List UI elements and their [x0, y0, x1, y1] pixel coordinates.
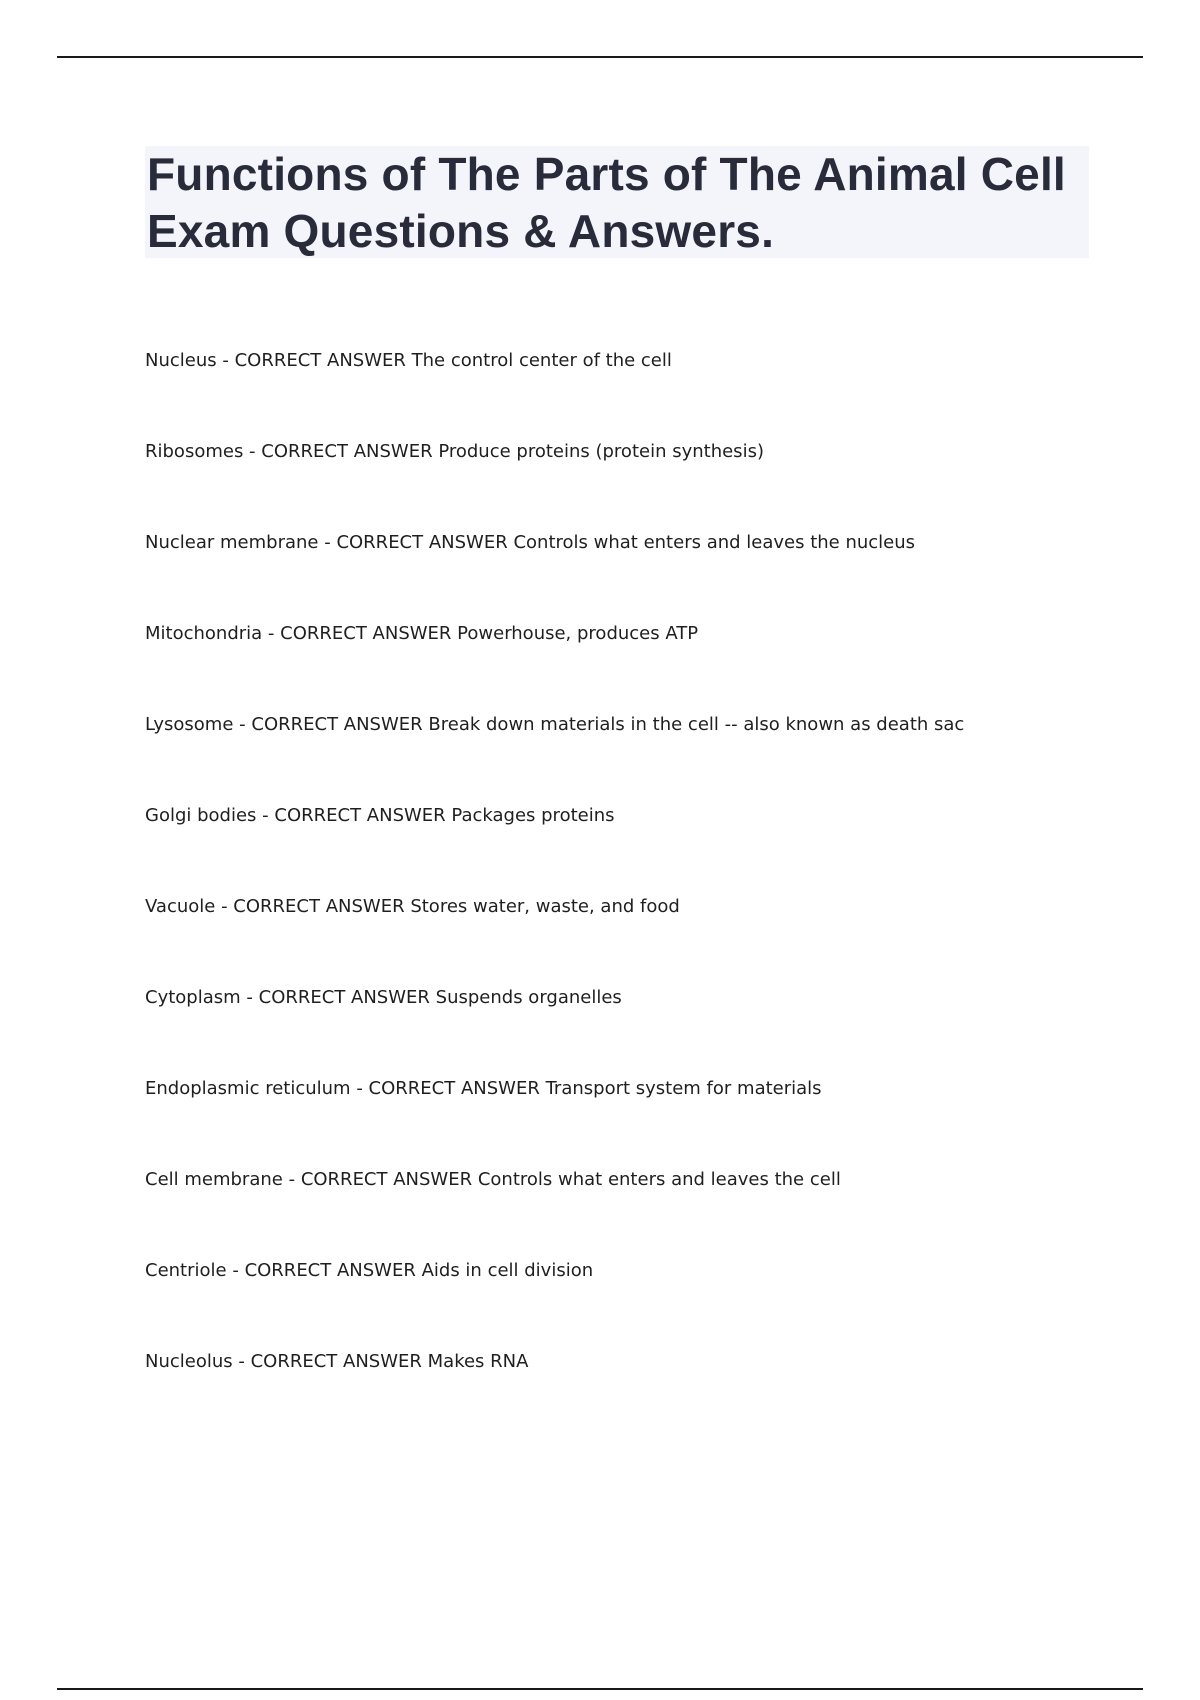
qa-answer: Produce proteins (protein synthesis) — [438, 441, 764, 462]
qa-term: Cell membrane — [145, 1169, 283, 1190]
qa-answer-label: CORRECT ANSWER — [300, 1169, 473, 1190]
qa-item — [145, 346, 1105, 437]
qa-term: Lysosome — [145, 714, 234, 735]
qa-separator: - — [262, 623, 281, 644]
top-divider — [57, 56, 1143, 58]
qa-answer-label: CORRECT ANSWER — [280, 623, 452, 644]
qa-item — [145, 619, 1105, 710]
qa-separator: - — [350, 1078, 369, 1099]
qa-item — [145, 528, 1105, 619]
qa-item — [145, 983, 1105, 1074]
qa-answer-label: CORRECT ANSWER — [336, 532, 508, 553]
qa-answer: Powerhouse, produces ATP — [457, 623, 699, 644]
qa-item — [145, 1165, 1105, 1256]
qa-answer: Controls what enters and leaves the cell — [477, 1169, 841, 1190]
qa-item — [145, 1074, 1105, 1165]
qa-answer-label: CORRECT ANSWER — [251, 714, 423, 735]
qa-term: Cytoplasm — [145, 987, 241, 1008]
qa-term: Nucleolus — [145, 1351, 233, 1372]
qa-term: Centriole — [145, 1260, 227, 1281]
qa-item — [145, 1347, 1105, 1438]
qa-item — [145, 437, 1105, 528]
qa-answer: The control center of the cell — [411, 350, 672, 371]
bottom-divider — [57, 1688, 1143, 1690]
qa-term: Nuclear membrane — [145, 532, 319, 553]
qa-answer: Aids in cell division — [421, 1260, 594, 1281]
qa-answer-label: CORRECT ANSWER — [250, 1351, 422, 1372]
qa-term: Vacuole — [145, 896, 216, 917]
qa-answer: Suspends organelles — [435, 987, 622, 1008]
qa-answer-label: CORRECT ANSWER — [261, 441, 433, 462]
qa-answer-label: CORRECT ANSWER — [244, 1260, 416, 1281]
qa-answer: Transport system for materials — [545, 1078, 822, 1099]
qa-separator: - — [318, 532, 337, 553]
qa-separator: - — [216, 350, 235, 371]
qa-term: Golgi bodies — [145, 805, 257, 826]
qa-answer: Packages proteins — [451, 805, 615, 826]
qa-item — [145, 892, 1105, 983]
qa-answer-label: CORRECT ANSWER — [233, 896, 405, 917]
qa-term: Ribosomes — [145, 441, 244, 462]
page-title: Functions of The Parts of The Animal Cell Exam Questions & Answers. — [147, 148, 1066, 257]
qa-separator: - — [243, 441, 262, 462]
qa-answer: Stores water, waste, and food — [410, 896, 680, 917]
title-block — [145, 146, 1089, 258]
qa-term: Mitochondria — [145, 623, 263, 644]
qa-item — [145, 801, 1105, 892]
qa-separator: - — [256, 805, 275, 826]
qa-separator: - — [215, 896, 234, 917]
qa-item — [145, 1256, 1105, 1347]
qa-separator: - — [233, 714, 252, 735]
qa-answer-label: CORRECT ANSWER — [234, 350, 406, 371]
qa-answer: Controls what enters and leaves the nucleus — [513, 532, 916, 553]
qa-term: Nucleus — [145, 350, 217, 371]
qa-separator: - — [240, 987, 259, 1008]
qa-answer: Makes RNA — [427, 1351, 529, 1372]
qa-list — [145, 346, 1105, 1438]
qa-answer-label: CORRECT ANSWER — [368, 1078, 540, 1099]
qa-answer-label: CORRECT ANSWER — [258, 987, 430, 1008]
qa-item — [145, 710, 1105, 801]
qa-answer: Break down materials in the cell -- also known as death sac — [428, 714, 965, 735]
qa-separator: - — [282, 1169, 301, 1190]
qa-separator: - — [226, 1260, 245, 1281]
qa-separator: - — [232, 1351, 251, 1372]
qa-term: Endoplasmic reticulum — [145, 1078, 351, 1099]
qa-answer-label: CORRECT ANSWER — [274, 805, 446, 826]
